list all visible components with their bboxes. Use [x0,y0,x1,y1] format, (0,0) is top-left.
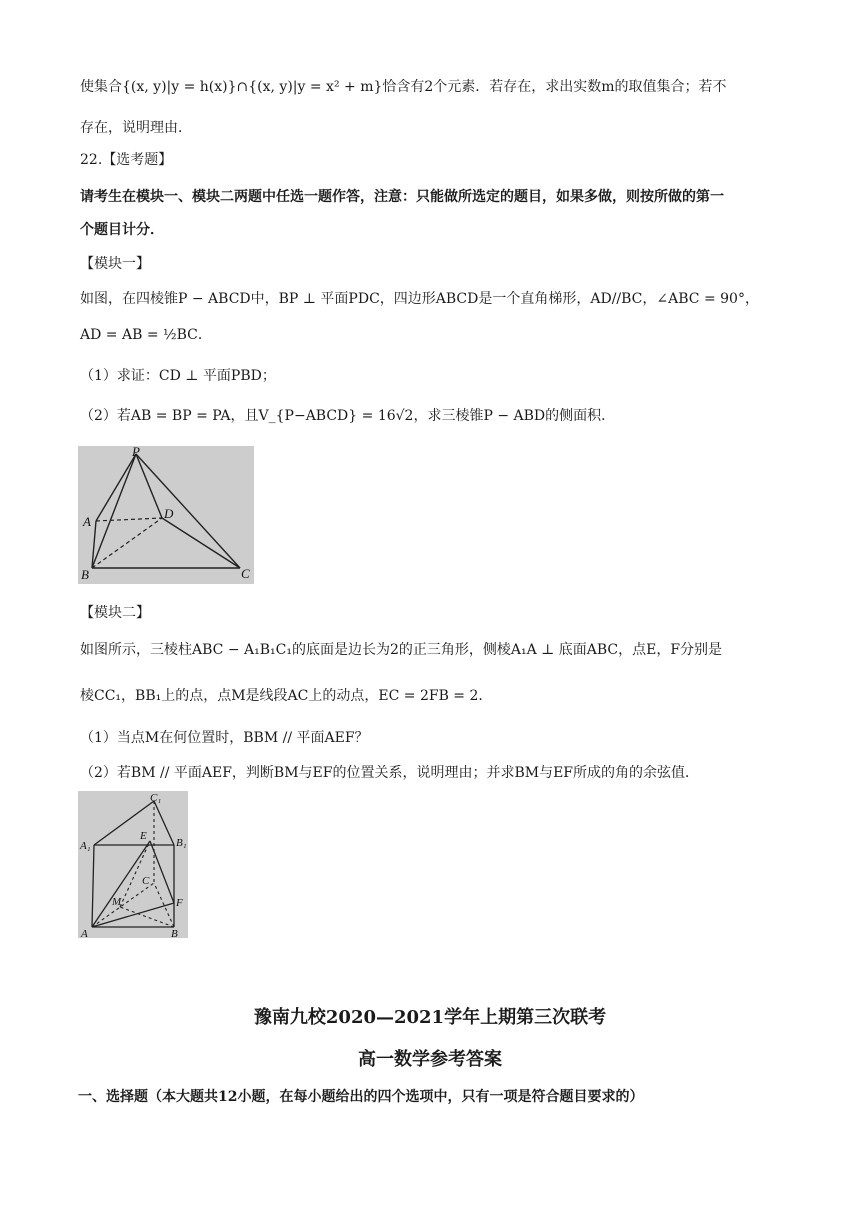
prism-figure [78,791,188,938]
answers-subtitle: 高一数学参考答案 [358,1049,502,1070]
q21-line-1: 使集合{(x, y)|y = h(x)}∩{(x, y)|y = x² + m}恰含有2个元素．若存在，求出实数m的取值集合；若不 [80,79,727,95]
fig1-label-p: P [132,446,140,459]
q22-header: 22.【选考题】 [80,152,173,168]
module1-stem-line-2: AD = AB = ½BC． [80,327,212,343]
fig2-label-c1: C₁ [150,792,162,804]
module1-part-2: （2）若AB = BP = PA，且V_{P−ABCD} = 16√2，求三棱锥P − ABD的侧面积． [80,408,616,424]
fig1-label-c: C [241,566,250,581]
module1-stem-line-1: 如图，在四棱锥P − ABCD中，BP ⊥ 平面PDC，四边形ABCD是一个直角梯形，AD//BC，∠ABC = 90°， [80,291,759,307]
module2-part-2: （2）若BM // 平面AEF，判断BM与EF的位置关系，说明理由；并求BM与EF所成的角的余弦值． [80,765,700,781]
fig1-label-a: A [83,514,91,529]
fig2-label-m: M [112,896,122,908]
q22-instruction-line-2: 个题目计分． [80,222,164,238]
fig2-label-a: A [81,928,88,938]
fig1-label-d: D [164,506,174,521]
fig1-label-b: B [81,567,89,582]
fig2-label-c: C [142,875,150,887]
answers-title: 豫南九校2020—2021学年上期第三次联考 [253,1007,607,1028]
q21-line-2: 存在，说明理由． [80,120,192,136]
pyramid-figure [78,446,254,584]
module2-label: 【模块二】 [80,605,150,621]
q22-instruction-line-1: 请考生在模块一、模块二两题中任选一题作答，注意：只能做所选定的题目，如果多做，则按所做的第一 [80,189,724,205]
fig2-label-b: B [171,928,178,938]
fig2-label-f: F [176,897,183,909]
module1-label: 【模块一】 [80,256,150,272]
module1-part-1: （1）求证：CD ⊥ 平面PBD； [80,368,276,384]
fig2-label-a1: A₁ [80,840,91,852]
module2-part-1: （1）当点M在何位置时，BBM // 平面AEF？ [80,730,369,746]
module2-stem-line-1: 如图所示，三棱柱ABC − A₁B₁C₁的底面是边长为2的正三角形，侧棱A₁A ⊥ 底面ABC，点E，F分别是 [80,642,723,658]
fig2-label-e: E [140,830,147,842]
fig2-label-b1: B₁ [176,837,187,849]
answers-section-1: 一、选择题（本大题共12小题，在每小题给出的四个选项中，只有一项是符合题目要求的） [78,1089,644,1105]
module2-stem-line-2: 棱CC₁，BB₁上的点，点M是线段AC上的动点，EC = 2FB = 2． [80,688,493,704]
